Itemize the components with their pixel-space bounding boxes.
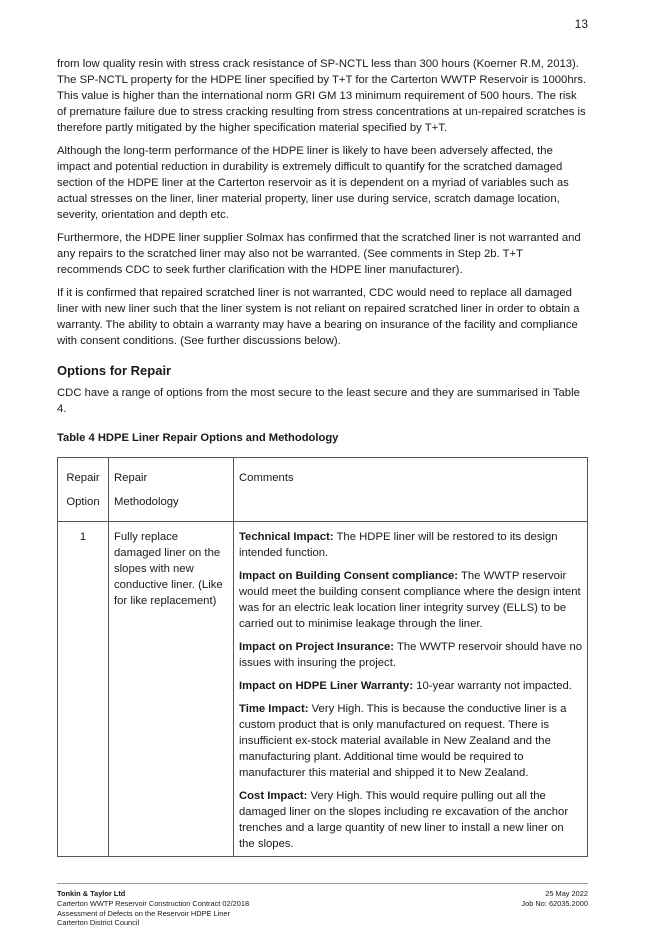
impact-text: Very High. This is because the conductive liner is a custom product that is only manufactured on request. There is insufficient ex-stock material available in New Zealand and the manufacturing plant. Additional time would be required to manufacturer this material and shipped it to New Zealand. [239,703,567,779]
table-caption: Table 4 HDPE Liner Repair Options and Methodology [57,432,339,444]
impact-label: Impact on Building Consent compliance: [239,570,459,582]
header-option-line2: Option [66,496,100,508]
impact-label: Cost Impact: [239,790,308,802]
footer-right [521,889,588,909]
impact-text: 10-year warranty not impacted. [413,680,572,692]
table-header-row [58,458,588,522]
header-option-line1: Repair [66,472,100,484]
page-footer [57,883,588,928]
cost-impact [239,788,582,852]
footer-job-number: Job No: 62035.2000 [521,898,588,908]
cell-comments [234,522,588,857]
paragraph-3: Furthermore, the HDPE liner supplier Solmax has confirmed that the scratched liner is not warranted and any repairs to the scratched liner may also not be warranted. (See comments in Step 2b. T+T recommends CDC to seek further clarification with the HDPE liner manufacturer). [57,232,581,276]
liner-warranty-impact [239,678,582,694]
header-comments-label: Comments [239,472,294,484]
page-number: 13 [574,17,588,31]
footer-contract: Carterton WWTP Reservoir Construction Contract 02/2018 [57,898,250,908]
cell-methodology: Fully replace damaged liner on the slopes with new conductive liner. (Like for like replacement) [109,522,234,857]
section-intro: CDC have a range of options from the most secure to the least secure and they are summarised in Table 4. [57,387,580,415]
impact-label: Impact on HDPE Liner Warranty: [239,680,414,692]
technical-impact [239,529,582,561]
table-row [58,522,588,857]
impact-text: The WWTP reservoir would meet the building consent compliance where the design intent was for an electric leak location liner integrity survey (ELLS) to be carried out to minimise leakage through the liner. [239,570,581,630]
header-method-line1: Repair [114,472,148,484]
cell-option-number: 1 [58,522,109,857]
impact-text: The WWTP reservoir should have no issues with insuring the project. [239,641,583,669]
building-consent-impact [239,568,582,632]
header-repair-methodology [109,458,234,522]
header-method-line2: Methodology [114,496,179,508]
impact-label: Impact on Project Insurance: [239,641,395,653]
footer-client: Carterton District Council [57,918,140,928]
impact-label: Technical Impact: [239,531,334,543]
footer-left [57,889,249,928]
footer-report-title: Assessment of Defects on the Reservoir HDPE Liner [57,908,230,918]
impact-text: Very High. This would require pulling out all the damaged liner on the slopes including re excavation of the anchor trenches and a large quantity of new liner to install a new liner on the slopes. [239,790,569,850]
footer-company: Tonkin & Taylor Ltd [57,889,126,898]
paragraph-4: If it is confirmed that repaired scratched liner is not warranted, CDC would need to replace all damaged liner with new liner such that the liner system is not reliant on repaired scratched liner in order to obtain a warranty. The ability to obtain a warranty may have a bearing on insurance of the facility and compliance with consent conditions. (See further discussions below). [57,287,580,347]
impact-label: Time Impact: [239,703,309,715]
header-repair-option [58,458,109,522]
impact-text: The HDPE liner will be restored to its design intended function. [239,531,558,559]
paragraph-2: Although the long-term performance of the HDPE liner is likely to have been adversely affected, the impact and potential reduction in durability is extremely difficult to quantify for the scratched damaged section of the HDPE liner at the Carterton reservoir as it is dependent on a myriad of variables such as actual stresses on the liner, liner material property, liner use during service, scratch damage location, severity, orientation and depth etc. [57,145,569,221]
section-heading: Options for Repair [57,363,172,378]
paragraph-1: from low quality resin with stress crack resistance of SP-NCTL less than 300 hours (Koerner R.M, 2013). The SP-NCTL property for the HDPE liner specified by T+T for the Carterton WWTP Reservoir is 1000hrs. This value is higher than the international norm GRI GM 13 minimum requirement of 500 hours. The risk of premature failure due to stress cracking resulting from stress concentrations at un-repaired scratches is therefore partly mitigated by the higher specification material specified by T+T. [57,58,587,134]
footer-date: 25 May 2022 [545,889,588,898]
header-comments [234,458,588,522]
time-impact [239,701,582,781]
document-body [57,56,588,857]
project-insurance-impact [239,639,582,671]
repair-options-table [57,457,588,857]
